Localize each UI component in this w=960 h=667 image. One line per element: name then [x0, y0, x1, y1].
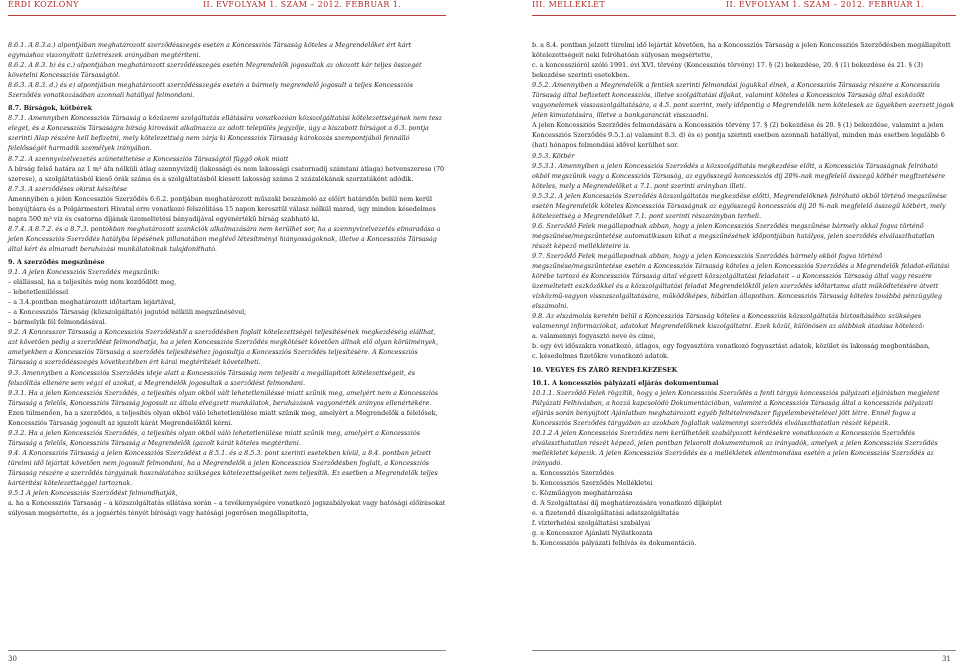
paragraph: 9.8. Az elszámolás keretén belül a Koncessziós Társaság köteles a Koncessziós közszolgáltatás biztosításához szükséges valamennyi információkat, adatokat Megrendelőknek kiszolgáltatni. Ezek közül, különösen az alábbiak átadása kötelező:: [532, 312, 925, 331]
paragraph: 9.3. Amennyiben a Koncessziós Szerződés ideje alatt a Koncessziós Társaság nem teljesíti a megállapított kötelezettségeit, és felszólítás ellenére sem végzi el azokat, a Megrendelők jogosultak a szerződést felmondani.: [8, 368, 416, 387]
left-column: [8, 40, 446, 518]
right-column: [532, 40, 956, 548]
paragraph: Ezen túlmenően, ha a szerződés, a teljesítés olyan okból váló lehetetlenülése miatt szűnik meg, amelyért a Megrendelők a felelősek, Koncessziós Társaság jogosult az igazolt kárát Megrendelőktől kérni.: [8, 408, 438, 427]
header-rule-right: [532, 15, 956, 16]
paragraph: 9.5.3.2. A jelen Koncessziós Szerződés közszolgáltatás megkezdése előtti, Megrendelőknek felróható okból történő megszűnése esetén Megrendelők köteles Koncessziós Társaságnak az egyösszegű koncessziós díj 20 %-nak megfelelő összegű kötbért, mely kötelezettség a Megrendelőket 7.1. pont szerinti részarányban terheli.: [532, 191, 947, 220]
paragraph: – elállással, ha a teljesítés még nem kezdődött meg,: [8, 278, 177, 287]
paragraph: b. egy évi időszakra vonatkozó, átlagos, egy fogyasztóra vonatkozó fogyasztást adatok, közület és lakosság megbontásban,: [532, 342, 931, 351]
paragraph: 9.2. A Koncesszor Társaság a Koncessziós Szerződéstől a szerződésben foglalt kötelezettségei teljesítésének megkezdéséig elállhat, azt követően pedig a szerződést felmondhatja, ha a jelen Koncessziós Szerződés megkötését követően állnak elő olyan körülmények, amelyekben a Koncessziós Társaság a szerződés teljesítéséhez jogosultja a Koncessziós Szerződés teljesítésére. A Koncessziós Társaság a szerződésszegés következtében ért kárai megtérítését követelheti.: [8, 328, 439, 367]
paragraph: a. Koncessziós Szerződés: [532, 468, 614, 477]
paragraph: 9.5.3. Kötbér: [532, 151, 575, 160]
paragraph: e. a fizetendő díszolgáltatási adatszolgáltatás: [532, 509, 680, 518]
section-heading: 10. VEGYES ÉS ZÁRÓ RENDELKEZÉSEK: [532, 365, 678, 374]
paragraph: g. a Koncesszor Ajánlati Nyilatkozata: [532, 529, 653, 538]
paragraph: b. Koncessziós Szerződés Mellékletei: [532, 479, 653, 488]
paragraph: 9.5.3.1. Amennyiben a jelen Koncessziós Szerződés a közszolgáltatás megkezdése előtt, a Koncessziós Társaságnak felróható okból megszűnik vagy a Koncessziós Társaság, az egyösszegű koncessziós díj 20%-nak megfelelő összegű kötbér megfizetésére köteles, mely a Megrendelőket a 7.1. pont szerinti arányban illeti.: [532, 161, 946, 190]
paragraph: 8.7.1. Amennyiben Koncessziós Társaság a közüzemi szolgáltatás ellátására vonatkozóan közszolgáltatási kötelezettségének nem tesz eleget, és a Koncessziós Társaságra bírság kirovását alkalmazza az adott település jegyzője, úgy a kiszabott bírságot a 6.3. pontja szerinti Alap részére kell befizetni, mely kötelezettség nem zárja ki Koncessziós Társaság károkozás szempontjából fennálló felelősségét harmadik személyek irányában.: [8, 114, 443, 153]
paragraph: Amennyiben a jelen Koncessziós Szerződés 6.6.2. pontjában meghatározott műszaki beszámoló az előírt határidőn belül nem kerül benyújtásra és a Polgármesteri Hivatal erre vonatkozó felszólítása 15 napon keresztül válasz nélkül marad, úgy minden késedelmes napra 500 m³ víz és csatorna díjának üzemeltetési bányadíjával egyenértékű bírság szabható ki.: [8, 194, 436, 223]
footer-rule-left: [8, 650, 446, 651]
paragraph: 8.6.1. A 8.3.a.) alpontjában meghatározott szerződésszegés esetén a Koncessziós Társaság köteles a Megrendelőket ért kárt egymáshoz viszonyított üzletrészek arányában megtéríteni.: [8, 41, 412, 60]
paragraph: 9.3.1. Ha a jelen Koncessziós Szerződés, a teljesítés olyan okból vált lehetetlenüléssé miatt szűnik meg, amelyért nem a Koncessziós Társaság a felelős, Koncessziós Társaság jogosult az általa elvégzett munkálatok, beruházások vagyonérték arányos ellenértékére.: [8, 388, 439, 407]
section-heading: 8.7. Bírságok, kötbérek: [8, 104, 93, 113]
paragraph: c. késedelmes fizetőkre vonatkozó adatok.: [532, 352, 669, 361]
paragraph: 8.6.3. A 8.3. d.) és e) alpontjában meghatározott szerződésszegés esetén a bármely megrendelő jogosult a teljes Koncessziós Szerződés vonatkozásában azonnali hatállyal felmondani.: [8, 81, 414, 100]
section-heading: 9. A szerződés megszűnése: [8, 257, 105, 266]
paragraph: – a Koncessziós Társaság (közszolgáltató) jogutód nélküli megszűnésével,: [8, 308, 247, 317]
paragraph: 8.7.2. A szennyvízelvezetés szüneteltetése a Koncessziós Társaságtól függő okok miatt: [8, 154, 289, 163]
paragraph: – a 3.4.pontban meghatározott időtartam lejártával,: [8, 298, 176, 307]
paragraph: 9.3.2. Ha a jelen Koncessziós Szerződés, a teljesítés olyan okból váló lehetetlenülése miatt szűnik meg, amelyért a Koncessziós Társaság a felelős, Koncessziós Társaság a Megrendelők igazolt kárát köteles megtéríteni.: [8, 428, 421, 447]
paragraph: c. Közműágyon meghatározása: [532, 489, 633, 498]
paragraph: 9.4. A Koncessziós Társaság a jelen Koncessziós Szerződést a 8.5.1. és a 8.5.3. pont szerinti esetekben kívül, a 8.4. pontban jelzett türelmi idő lejártát követően nem jogosult felmondani, ha a Megrendelők a jelen Koncessziós Szerződésben foglalt, a Koncessziós Társaság részére a szerződés tárgyának használatához szükséges kötelezettségeiket nem teljesítik. Ez esetben a Megrendelők teljes kártérítési kötelezettséggel tartoznak.: [8, 448, 438, 488]
paragraph: b. a 8.4. pontban jelzett türelmi idő lejártát követően, ha a Koncessziós Társaság a jelen Koncessziós Szerződésben megállapított kötelezettségeit neki felróhatóan súlyosan megsértette,: [532, 41, 951, 60]
footer-rule-right: [532, 650, 956, 651]
header-rule-left: [8, 15, 446, 16]
paragraph: – bármelyik fél felmondásával.: [8, 318, 107, 327]
page-number-left: 30: [8, 655, 17, 663]
paragraph: f. vízterhelési szolgáltatási szabályai: [532, 519, 651, 528]
appendix-label: III. MELLÉKLET: [532, 0, 606, 9]
paragraph: 9.6. Szerződő Felek megállapodnak abban, hogy a jelen Koncessziós Szerződés megszűnése bármely okkal fogva történő megszűnése/megszűntetése automatikusan kihat a megszűnésének időpontjában hatályos, jelen szerződés elválaszthatatlan részét képező mellékleteire is.: [532, 221, 935, 250]
paragraph: a. valamennyi fogyasztó neve és címe,: [532, 332, 656, 341]
paragraph: 10.1.2 A jelen Koncessziós Szerződés nem kerülhetőek szabályozott kérdésekre vonatkozóan a Koncessziós Szerződés elválaszthatatlan részét képező, jelen pontban felsorolt dokumentumok az irányadók, amelyek a jelen Koncessziós Szerződés mellékletét képezik. A jelen Koncessziós Szerződés és a mellékletek ellentmondása esetén a jelen Koncessziós Szerződés az irányadó.: [532, 428, 938, 467]
gazette-title-left: ÉRDI KÖZLÖNY: [8, 0, 79, 9]
paragraph: 8.6.2. A 8.3. b) és c.) alpontjában meghatározott szerződésszegés esetén Megrendelők jogosultak az okozott kár teljes összegét követelni Koncessziós Társaságtól.: [8, 61, 422, 80]
section-heading: 10.1. A koncessziós pályázati eljárás dokumentumai: [532, 378, 719, 387]
paragraph: d. A Szolgáltatási díj meghatározására vonatkozó díjképlet: [532, 499, 723, 508]
paragraph: 10.1.1. Szerződő Felek rögzítik, hogy a jelen Koncessziós Szerződés a fenti tárgyú koncessziós pályázati eljárásban megjelent Pályázati Felhívásban, a hozzá kapcsolódó Dokumentációban, valamint a Koncessziós Társaság által a koncessziós pályázati eljárás során benyújtott Ajánlatban meghatározott egyéb feltételrendszer figyelembevételével jött létre. Ennél fogva a Koncessziós Szerződés tárgyában az azokban foglaltak valamennyi szerződés elválaszthatatlan részét képezik.: [532, 388, 940, 427]
paragraph: a. ha a Koncessziós Társaság – a közszolgáltatás ellátása során – a tevékenységére vonatkozó jogszabályokat vagy hatósági előírásokat súlyosan megsértette, és a jogsértés tényét bírósági vagy hatósági jogerősen megállapította,: [8, 499, 446, 518]
paragraph: h. Koncessziós pályázati felhívás és dokumentáció.: [532, 539, 697, 548]
paragraph: – lehetetlenüléssel: [8, 288, 69, 297]
volume-right: II. ÉVFOLYAM 1. SZÁM – 2012. FEBRUÁR 1.: [726, 0, 925, 9]
paragraph: 8.7.3. A szerződéses okirat készítése: [8, 184, 127, 193]
volume-left: II. ÉVFOLYAM 1. SZÁM – 2012. FEBRUÁR 1.: [203, 0, 402, 9]
paragraph: A jelen Koncessziós Szerződés felmondására a Koncessziós törvény 17. § (2) bekezdése és 20. § (1) bekezdése, valamint a jelen Koncessziós Szerződés 9.5.1.a) valamint 8.3. d) és e) pontja szerinti esetben azonnali hatállyal, minden más esetben legalább 6 (hat) hónapos felmondási idővel kerülhet sor.: [532, 121, 945, 150]
paragraph: c. a koncesszióról szóló 1991. évi XVI. törvény (Koncessziós törvény) 17. § (2) bekezdése, 20. § (1) bekezdése és 21. § (3) bekezdése szerinti esetekben.: [532, 61, 924, 80]
paragraph: 9.5.2. Amennyiben a Megrendelők a fentiek szerinti felmondási jogukkal élnek, a Koncessziós Társaság részére a Koncessziós Társaság által befizetett koncessziós, illetve szolgáltatási díjakat, valamint köteles a Koncessziós Társaság által eszközölt vagyonelemek visszaszolgáltatására, a 4.5. pont szerint, mely időpontig a Megrendelők nem kötelesek az ügyekben szerzett jogok jelen kimutatására, illetve a bankgaranciát visszaadni.: [532, 81, 955, 120]
page-number-right: 31: [942, 655, 951, 663]
paragraph: 9.7. Szerződő Felek megállapodnak abban, hogy a jelen Koncessziós Szerződés bármely okból fogva történő megszűnése/megszűntetése esetén a Koncessziós Társaság köteles a jelen Koncessziós Szerződés a Megrendelők feladat-ellátási körébe tartozó és Koncessziós Társaság által végzett közszolgáltatási feladatait – a Koncessziós Társaság által vagy részére üzemeltetett eszközökkel és a közszolgáltatási feladat Megrendelőktől jelen szerződés időtartama alatt működtetésére átvett vízközmű-vagyon visszaszolgáltatására, működőképes, hibátlan állapotban. Koncessziós Társaság köteles továbbá pénzügyileg elszámolni.: [532, 251, 950, 311]
paragraph: A bírság felső határa az 1 m³ áfa nélküli átlag szennyvízdíj (lakossági és nem lakossági csatornadíj számtani átlaga) hetvenszerese (70 szerese), a szolgáltatásból kieső órák száma és a szolgáltatásból kiesett lakosság száma 2 százalékának szorzatáként adódik.: [8, 164, 445, 183]
paragraph: 8.7.4. A 8.7.2. és a 8.7.3. pontokban meghatározott szankciók alkalmazására nem kerülhet sor, ha a szennyvízelvezetés elmaradása a jelen Koncessziós Szerződés hatályba lépésének pillanatában meglévő létesítményi hiányosságoknak, illetve a Koncessziós Társaság által kért és elmaradt beruházási munkálatoknak tulajdonítható.: [8, 224, 441, 253]
paragraph: 9.1. A jelen Koncessziós Szerződés megszűnik:: [8, 268, 160, 277]
paragraph: 9.5.1 A jelen Koncessziós Szerződést felmondhatják,: [8, 489, 178, 498]
